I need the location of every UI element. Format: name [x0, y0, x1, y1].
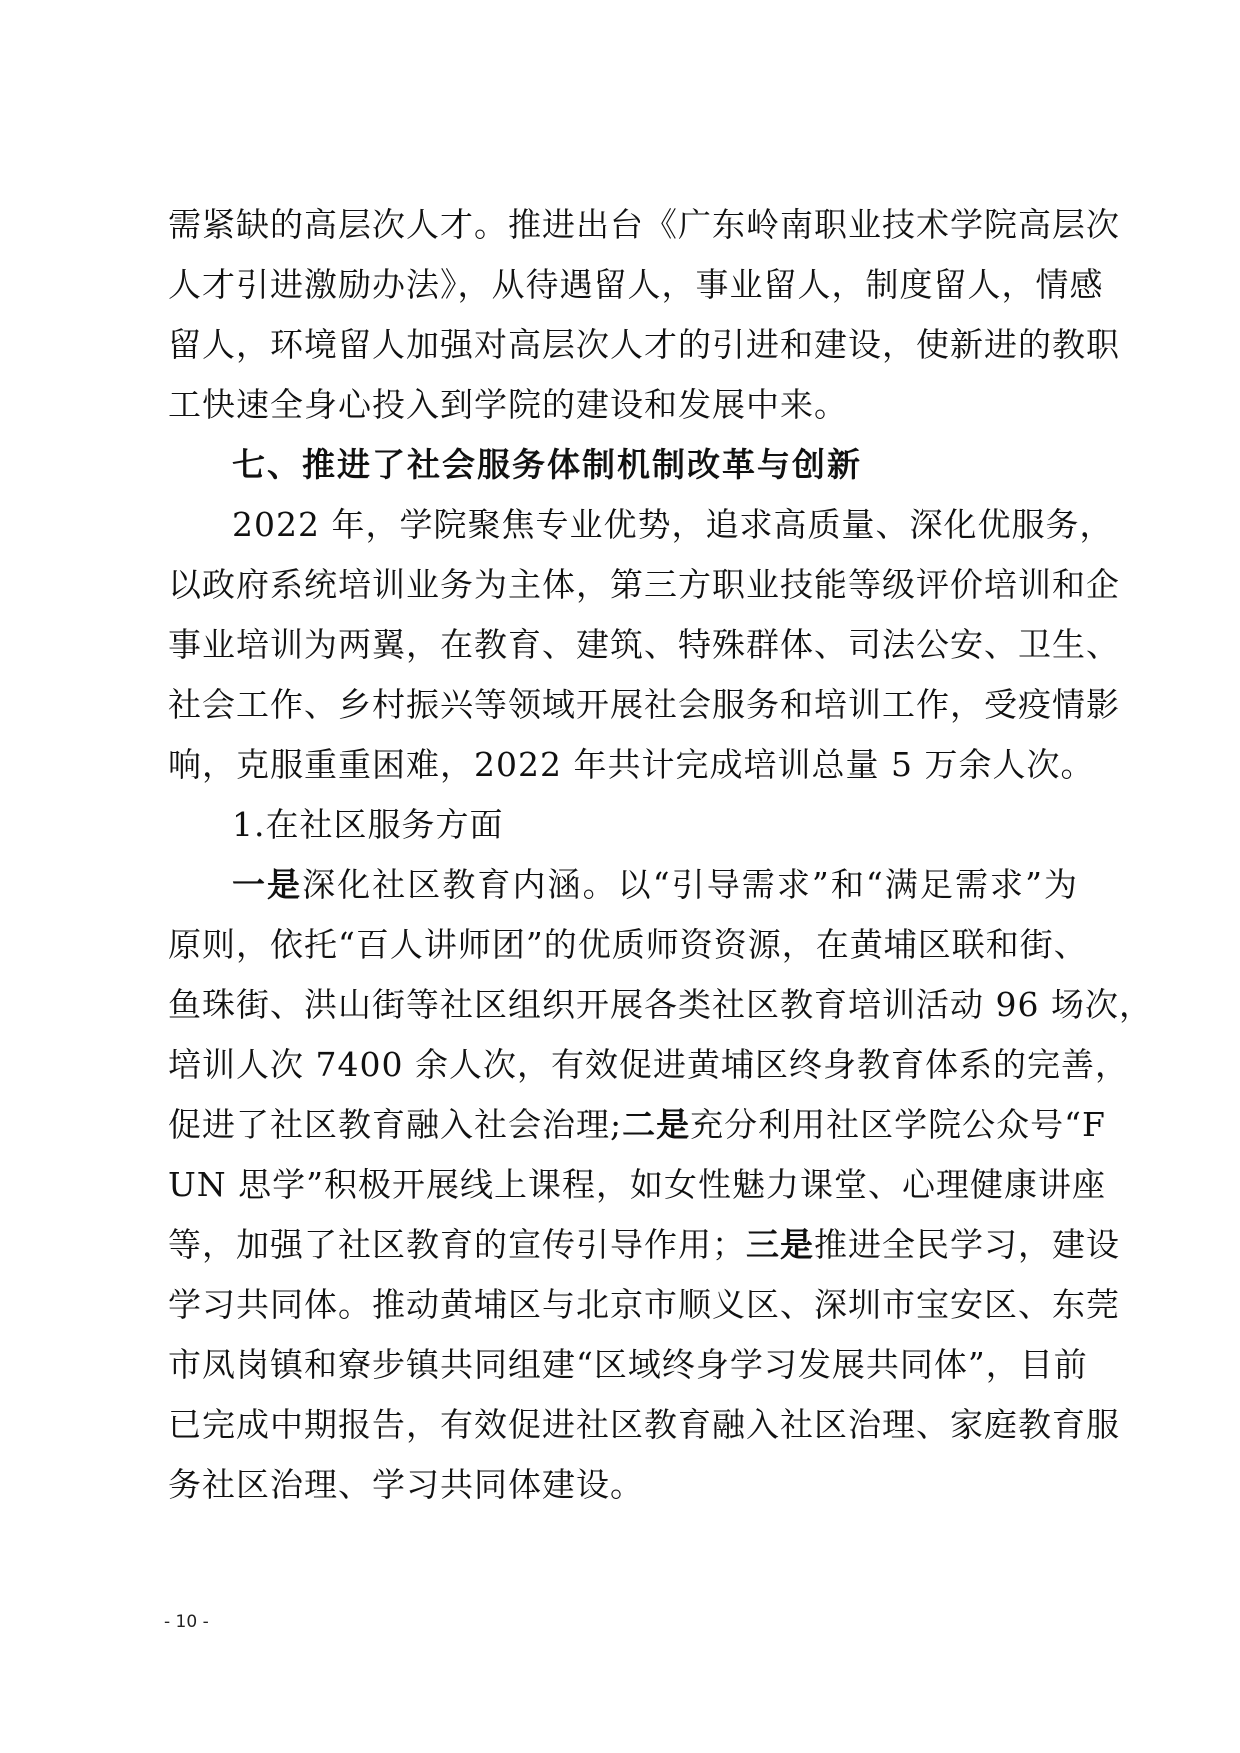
subsection-heading: 1.在社区服务方面 — [232, 805, 504, 844]
line-text: 推进全民学习，建设 — [814, 1225, 1120, 1264]
line-text: 充分利用社区学院公众号“F — [690, 1105, 1106, 1144]
paragraph-line: 培训人次 7400 余人次，有效促进黄埔区终身教育体系的完善， — [168, 1045, 1129, 1084]
line-text: 促进了社区教育融入社会治理; — [168, 1105, 623, 1144]
line-text: 深化社区教育内涵。以“引导需求”和“满足需求”为 — [302, 865, 1079, 904]
paragraph-line: 已完成中期报告，有效促进社区教育融入社区治理、家庭教育服 — [168, 1405, 1120, 1444]
paragraph-line: 以政府系统培训业务为主体，第三方职业技能等级评价培训和企 — [168, 565, 1120, 604]
paragraph-line: 留人，环境留人加强对高层次人才的引进和建设，使新进的教职 — [168, 325, 1120, 364]
paragraph-line: UN 思学”积极开展线上课程，如女性魅力课堂、心理健康讲座 — [168, 1165, 1107, 1204]
paragraph-line: 2022 年，学院聚焦专业优势，追求高质量、深化优服务， — [232, 505, 1114, 544]
lead-phrase: 三是 — [746, 1225, 814, 1264]
paragraph-line: 原则，依托“百人讲师团”的优质师资资源，在黄埔区联和街、 — [168, 925, 1088, 964]
paragraph-line — [168, 1095, 1106, 1155]
paragraph-line — [168, 1215, 1120, 1275]
paragraph-line: 人才引进激励办法》，从待遇留人，事业留人，制度留人，情感 — [168, 265, 1104, 304]
paragraph-line: 需紧缺的高层次人才。推进出台《广东岭南职业技术学院高层次 — [168, 205, 1120, 244]
line-text: 等，加强了社区教育的宣传引导作用； — [168, 1225, 746, 1264]
page-number: - 10 - — [164, 1612, 209, 1632]
lead-phrase: 一是 — [232, 865, 303, 904]
paragraph-line: 市凤岗镇和寮步镇共同组建“区域终身学习发展共同体”，目前 — [168, 1345, 1088, 1384]
paragraph-line: 学习共同体。推动黄埔区与北京市顺义区、深圳市宝安区、东莞 — [168, 1285, 1120, 1324]
paragraph-line: 事业培训为两翼，在教育、建筑、特殊群体、司法公安、卫生、 — [168, 625, 1120, 664]
paragraph-line: 工快速全身心投入到学院的建设和发展中来。 — [168, 385, 848, 424]
paragraph-line: 鱼珠街、洪山街等社区组织开展各类社区教育培训活动 96 场次， — [168, 985, 1153, 1024]
paragraph-line: 响，克服重重困难，2022 年共计完成培训总量 5 万余人次。 — [168, 745, 1095, 784]
paragraph-line: 社会工作、乡村振兴等领域开展社会服务和培训工作，受疫情影 — [168, 685, 1120, 724]
paragraph-line: 务社区治理、学习共同体建设。 — [168, 1465, 644, 1504]
lead-phrase: 二是 — [622, 1105, 691, 1144]
section-heading: 七、推进了社会服务体制机制改革与创新 — [232, 445, 862, 484]
paragraph-line — [232, 855, 1078, 915]
